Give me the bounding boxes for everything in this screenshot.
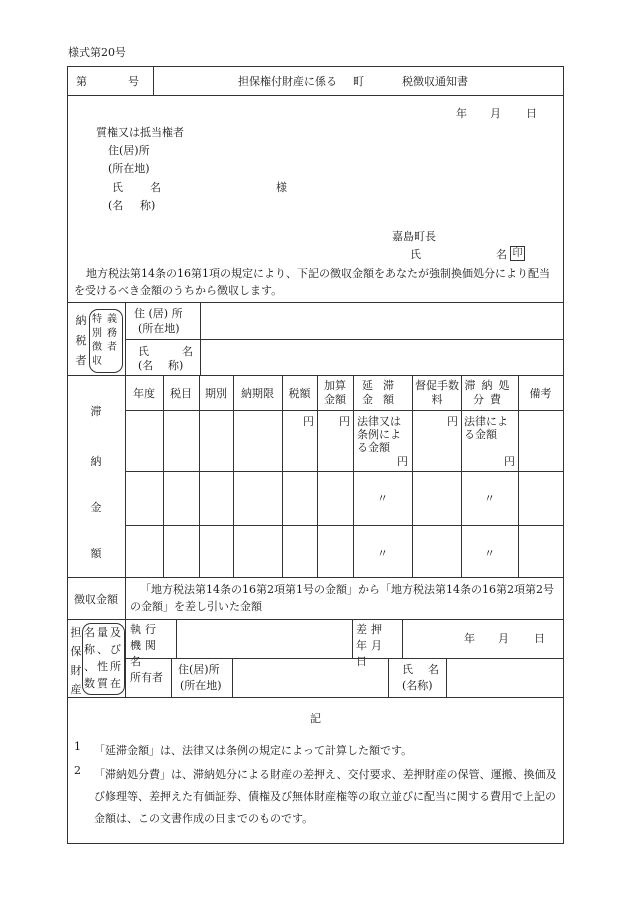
issuer-office: 嘉島町長 bbox=[392, 230, 436, 243]
header-go: 号 bbox=[128, 75, 139, 88]
addressee-address: 住(居)所 bbox=[108, 144, 150, 157]
notes-heading: 記 bbox=[310, 712, 321, 725]
collection-text: 「地方税法第14条の16第2項第1号の金額」から「地方税法第14条の16第2項第2号の金額」を差し引いた金額 bbox=[130, 583, 554, 613]
col-zeigaku: 税額 bbox=[288, 387, 311, 400]
date-year: 年 bbox=[456, 107, 467, 120]
collateral-label: 担 保 財 産 bbox=[70, 626, 82, 696]
collateral-owner-name-a: 氏 bbox=[402, 663, 413, 676]
issuer-seal: 印 bbox=[510, 246, 525, 261]
date-month: 月 bbox=[490, 107, 501, 120]
addressee-name-b: 名 bbox=[150, 181, 161, 194]
collateral-year: 年 bbox=[464, 632, 475, 645]
row1-shobun-note: 法律による金額 bbox=[464, 415, 508, 441]
note-1-num: 1 bbox=[74, 740, 81, 753]
col-nendo: 年度 bbox=[133, 387, 155, 400]
header-title-town: 町 bbox=[353, 75, 364, 88]
arrears-label-2: 納 bbox=[90, 455, 102, 468]
arrears-label-3: 金 bbox=[90, 501, 102, 514]
collateral-seizure-label: 差押年月日 bbox=[356, 623, 386, 668]
collateral-brace-col-3: 及 び 所 在 bbox=[110, 626, 121, 690]
form-frame bbox=[67, 66, 564, 844]
arrears-label-1: 滞 bbox=[90, 405, 102, 418]
row1-entai-unit: 円 bbox=[397, 455, 408, 468]
row1-kasan-unit: 円 bbox=[339, 415, 350, 428]
col-kibetsu: 期別 bbox=[205, 387, 227, 400]
collateral-owner-address-alt: (所在地) bbox=[180, 679, 222, 692]
issuer-name-b: 名 bbox=[496, 248, 507, 261]
collateral-owner-address: 住(居)所 bbox=[178, 663, 220, 676]
collateral-owner-name-b: 名 bbox=[428, 663, 439, 676]
addressee-name-alt-b: 称) bbox=[140, 199, 156, 212]
col-noukigen: 納期限 bbox=[241, 387, 274, 400]
row1-entai-note: 法律又は条例による金額 bbox=[357, 415, 401, 454]
addressee-sama: 様 bbox=[276, 181, 287, 194]
taxpayer-brace-col-2: 義 務 者 bbox=[107, 314, 117, 353]
collateral-brace-col-1: 名 称 、 数 bbox=[84, 626, 95, 690]
row2-shobun-ditto: 〃 bbox=[484, 492, 495, 505]
collection-label: 徴収金額 bbox=[74, 593, 118, 606]
col-entai: 延滞金額 bbox=[362, 379, 404, 406]
date-day: 日 bbox=[526, 107, 537, 120]
row3-shobun-ditto: 〃 bbox=[484, 547, 495, 560]
row3-entai-ditto: 〃 bbox=[377, 547, 388, 560]
arrears-label-4: 額 bbox=[90, 547, 102, 560]
taxpayer-address-alt: (所在地) bbox=[138, 322, 180, 335]
note-1-text: 「延滞金額」は、法律又は条例の規定によって計算した額です。 bbox=[94, 744, 413, 757]
collateral-brace-col-2: 量 、 性 質 bbox=[97, 626, 108, 690]
taxpayer-name-b: 名 bbox=[182, 345, 193, 358]
row1-shobun-unit: 円 bbox=[504, 455, 515, 468]
taxpayer-address: 住 (居) 所 bbox=[134, 307, 183, 320]
col-biko: 備考 bbox=[529, 387, 552, 400]
addressee-address-alt: (所在地) bbox=[108, 162, 150, 175]
header-dai: 第 bbox=[76, 75, 87, 88]
col-kasan: 加算金額 bbox=[324, 379, 346, 406]
col-zeimoku: 税目 bbox=[170, 387, 192, 400]
row1-zeigaku-unit: 円 bbox=[303, 415, 314, 428]
row1-tokusoku-unit: 円 bbox=[447, 415, 458, 428]
collateral-owner-name-alt: (名称) bbox=[402, 679, 433, 692]
notice-text: 地方税法第14条の16第1項の規定により、下記の徴収金額をあなたが強制換価処分により配当を受けるべき金額のうちから徴収します。 bbox=[74, 267, 550, 297]
taxpayer-name-alt-a: (名 bbox=[138, 359, 154, 372]
header-title-prefix: 担保権付財産に係る bbox=[238, 75, 337, 88]
col-shobun: 滞納処分費 bbox=[464, 379, 516, 406]
addressee-role: 質権又は抵当権者 bbox=[96, 126, 184, 139]
addressee-name-a: 氏 bbox=[112, 181, 123, 194]
header-title-suffix: 税徴収通知書 bbox=[402, 75, 468, 88]
collateral-owner-label: 所有者 bbox=[130, 671, 163, 684]
taxpayer-brace-col-1: 特 別 徴 収 bbox=[92, 314, 102, 367]
note-2-num: 2 bbox=[74, 764, 81, 777]
issuer-name-a: 氏 bbox=[410, 248, 421, 261]
collateral-month: 月 bbox=[498, 632, 509, 645]
row2-entai-ditto: 〃 bbox=[377, 492, 388, 505]
taxpayer-label: 納 税 者 bbox=[75, 314, 87, 367]
collateral-agency-label: 執行機関名 bbox=[130, 623, 160, 668]
note-2-text: 「滞納処分費」は、滞納処分による財産の差押え、交付要求、差押財産の保管、運搬、換価及び修理等、差押えた有価証券、債権及び無体財産権等の取立並びに配当に関する費用で上記の金額は、この文書作成の日までのものです。 bbox=[94, 768, 557, 825]
collateral-day: 日 bbox=[534, 632, 545, 645]
taxpayer-name-a: 氏 bbox=[138, 345, 149, 358]
col-tokusoku: 督促手数料 bbox=[415, 379, 459, 406]
addressee-name-alt-a: (名 bbox=[108, 199, 124, 212]
taxpayer-name-alt-b: 称) bbox=[168, 359, 184, 372]
form-number: 様式第20号 bbox=[68, 46, 126, 59]
